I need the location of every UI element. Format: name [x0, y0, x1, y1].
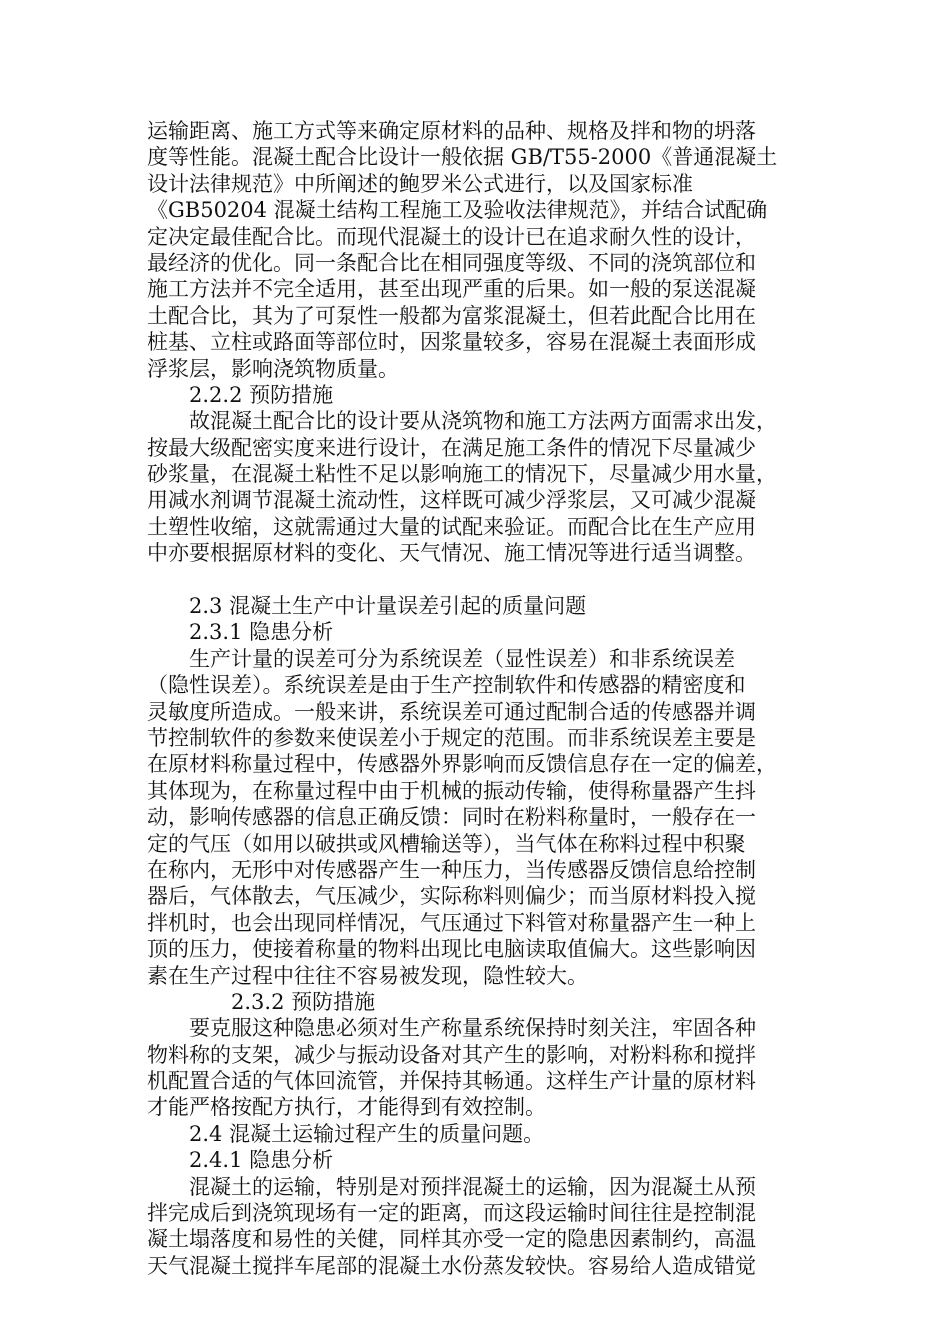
body-text-line: 运输距离、施工方式等来确定原材料的品种、规格及拌和物的坍落 — [147, 119, 756, 143]
body-text-line: 浮浆层，影响浇筑物质量。 — [147, 356, 399, 381]
section-heading-2-3-1: 2.3.1 隐患分析 — [189, 620, 334, 645]
body-text-line: 故混凝土配合比的设计要从浇筑物和施工方法两方面需求出发， — [189, 409, 777, 434]
body-text-line: 定决定最佳配合比。而现代混凝土的设计已在追求耐久性的设计， — [147, 224, 756, 249]
body-text-line: 要克服这种隐患必须对生产称量系统保持时刻关注，牢固各种 — [189, 1016, 756, 1041]
body-text-line: （隐性误差）。系统误差是由于生产控制软件和传感器的精密度和 — [147, 673, 746, 698]
body-text-line: 定的气压（如用以破拱或风槽输送等），当气体在称料过程中积聚 — [147, 831, 746, 856]
body-text-line: 最经济的优化。同一条配合比在相同强度等级、不同的浇筑部位和 — [147, 250, 756, 275]
body-text-line: 按最大级配密实度来进行设计，在满足施工条件的情况下尽量减少 — [147, 435, 756, 460]
body-text-line: 节控制软件的参数来使误差小于规定的范围。而非系统误差主要是 — [147, 725, 756, 750]
body-text-line: 度等性能。混凝土配合比设计一般依据 GB/T55-2000《普通混凝土 — [147, 145, 778, 170]
body-text-line: 砂浆量，在混凝土粘性不足以影响施工的情况下，尽量减少用水量， — [147, 462, 777, 487]
body-text-line: 《GB50204 混凝土结构工程施工及验收法律规范》，并结合试配确 — [147, 198, 768, 223]
body-text-line: 拌完成后到浇筑现场有一定的距离，而这段运输时间往往是控制混 — [147, 1201, 756, 1226]
body-text-line: 施工方法并不完全适用，甚至出现严重的后果。如一般的泵送混凝 — [147, 277, 756, 302]
body-text-line: 用减水剂调节混凝土流动性，这样既可减少浮浆层，又可减少混凝 — [147, 488, 756, 513]
body-text-line: 拌机时，也会出现同样情况，气压通过下料管对称量器产生一种上 — [147, 910, 756, 935]
body-text-line: 中亦要根据原材料的变化、天气情况、施工情况等进行适当调整。 — [147, 541, 756, 566]
body-text-line: 灵敏度所造成。一般来讲，系统误差可通过配制合适的传感器并调 — [147, 699, 756, 724]
body-text-line: 顶的压力，使接着称量的物料出现比电脑读取值偏大。这些影响因 — [147, 937, 756, 962]
section-heading-2-4: 2.4 混凝土运输过程产生的质量问题。 — [189, 1121, 545, 1146]
body-text-line: 素在生产过程中往往不容易被发现，隐性较大。 — [147, 963, 588, 988]
body-text-line: 混凝土的运输，特别是对预拌混凝土的运输，因为混凝土从预 — [189, 1174, 756, 1199]
body-text-line: 才能严格按配方执行，才能得到有效控制。 — [147, 1095, 546, 1120]
body-text-line: 机配置合适的气体回流管，并保持其畅通。这样生产计量的原材料 — [147, 1069, 756, 1094]
body-text-line: 土配合比，其为了可泵性一般都为富浆混凝土，但若此配合比用在 — [147, 303, 756, 328]
body-text-line: 天气混凝土搅拌车尾部的混凝土水份蒸发较快。容易给人造成错觉 — [147, 1253, 756, 1278]
body-text-line: 在原材料称量过程中，传感器外界影响而反馈信息存在一定的偏差， — [147, 752, 777, 777]
body-text-line: 生产计量的误差可分为系统误差（显性误差）和非系统误差 — [189, 646, 735, 671]
blank-line — [147, 567, 807, 593]
body-text-line: 凝土塌落度和易性的关健，同样其亦受一定的隐患因素制约，高温 — [147, 1227, 756, 1252]
section-heading-2-3: 2.3 混凝土生产中计量误差引起的质量问题 — [189, 594, 587, 619]
section-heading-2-3-2: 2.3.2 预防措施 — [231, 989, 376, 1014]
body-text-line: 器后，气体散去，气压减少，实际称料则偏少；而当原材料投入搅 — [147, 884, 756, 909]
body-text-line: 其体现为，在称量过程中由于机械的振动传输，使得称量器产生抖 — [147, 778, 756, 803]
body-text-line: 物料称的支架，减少与振动设备对其产生的影响，对粉料称和搅拌 — [147, 1042, 756, 1067]
section-heading-2-4-1: 2.4.1 隐患分析 — [189, 1148, 334, 1173]
body-text-line: 在称内，无形中对传感器产生一种压力，当传感器反馈信息给控制 — [147, 857, 756, 882]
body-text-line: 动，影响传感器的信息正确反馈：同时在粉料称量时，一般存在一 — [147, 805, 756, 830]
section-heading-2-2-2: 2.2.2 预防措施 — [189, 382, 334, 407]
body-text-line: 桩基、立柱或路面等部位时，因浆量较多，容易在混凝土表面形成 — [147, 330, 756, 355]
body-text-line: 土塑性收缩，这就需通过大量的试配来验证。而配合比在生产应用 — [147, 514, 756, 539]
body-text-line: 设计法律规范》中所阐述的鲍罗米公式进行，以及国家标准 — [147, 171, 693, 196]
document-page — [147, 118, 807, 1279]
